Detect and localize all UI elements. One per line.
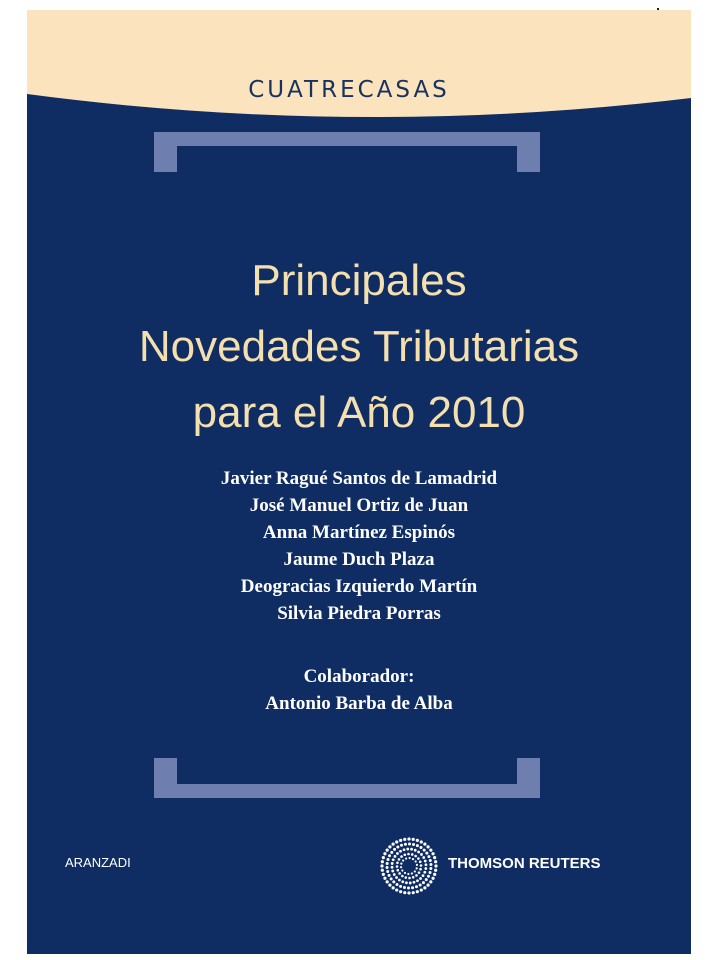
logo-dot [390, 851, 393, 854]
book-cover [27, 10, 691, 954]
logo-dot [419, 868, 422, 871]
logo-dot [415, 860, 417, 862]
logo-dot [415, 885, 418, 888]
logo-dot [383, 877, 386, 880]
author-name: Deogracias Izquierdo Martín [240, 576, 478, 597]
logo-dot [396, 883, 399, 886]
logo-dot [395, 888, 398, 891]
logo-dot [388, 874, 391, 877]
publisher-name: THOMSON REUTERS [448, 855, 601, 872]
logo-dot [400, 855, 403, 858]
logo-dot [404, 843, 407, 846]
logo-dot [427, 875, 430, 878]
logo-dot [434, 864, 437, 867]
logo-dot [412, 891, 415, 894]
logo-dot [400, 844, 403, 847]
logo-dot [423, 849, 426, 852]
book-title [27, 248, 691, 446]
logo-dot [388, 854, 391, 857]
logo-dot [434, 869, 437, 872]
logo-dot [399, 890, 402, 893]
author-name: Jaume Duch Plaza [283, 549, 435, 570]
logo-dot [410, 848, 413, 851]
logo-dot [400, 866, 402, 868]
logo-dot [424, 867, 427, 870]
logo-dot [391, 862, 394, 865]
logo-dot [416, 839, 419, 842]
logo-dot [386, 862, 389, 865]
logo-dot [402, 859, 404, 861]
logo-dot [399, 850, 402, 853]
logo-dot [429, 871, 432, 874]
logo-dot [382, 873, 385, 876]
thomson-reuters-dot-globe-icon [379, 836, 439, 896]
logo-dot [418, 871, 421, 874]
logo-dot [422, 874, 425, 877]
logo-dot [404, 872, 406, 874]
logo-dot [405, 857, 407, 859]
logo-dot [426, 883, 429, 886]
title-line-2: Novedades Tributarias [138, 322, 580, 371]
logo-dot [400, 863, 402, 865]
logo-dot [407, 891, 410, 894]
logo-dot [407, 873, 409, 875]
logo-dot [382, 856, 385, 859]
logo-dot [412, 843, 415, 846]
logo-dot [433, 873, 436, 876]
logo-dot [416, 890, 419, 893]
logo-dot [414, 870, 416, 872]
logo-dot [429, 880, 432, 883]
logo-dot [386, 880, 389, 883]
logo-dot [383, 852, 386, 855]
logo-dot [395, 840, 398, 843]
author-name: Javier Ragué Santos de Lamadrid [220, 468, 498, 489]
logo-dot [411, 872, 413, 874]
logo-dot [396, 869, 399, 872]
logo-dot [405, 881, 408, 884]
logo-dot [414, 849, 417, 852]
logo-dot [416, 879, 419, 882]
author-name: José Manuel Ortiz de Juan [249, 495, 469, 516]
logo-dot [431, 852, 434, 855]
title-line-3: para el Año 2010 [192, 388, 526, 437]
collaborator-block [27, 663, 691, 717]
logo-dot [391, 866, 394, 869]
title-line-1: Principales [251, 256, 467, 305]
logo-dot [393, 848, 396, 851]
publisher-brand: CUATRECASAS [248, 77, 450, 103]
logo-dot [419, 883, 422, 886]
logo-dot [398, 879, 401, 882]
logo-dot [420, 864, 423, 867]
logo-dot [408, 877, 411, 880]
logo-dot [403, 891, 406, 894]
logo-dot [386, 858, 389, 861]
logo-dot [407, 886, 410, 889]
logo-dot [416, 867, 418, 869]
logo-dot [388, 883, 391, 886]
logo-dot [392, 858, 395, 861]
logo-dot [412, 838, 415, 841]
logo-dot [414, 855, 417, 858]
logo-dot [424, 860, 427, 863]
logo-dot [391, 870, 394, 873]
logo-dot [411, 886, 414, 889]
logo-dot [422, 881, 425, 884]
logo-dot [407, 853, 410, 856]
imprint-label: ARANZADI [65, 855, 131, 870]
logo-dot [392, 843, 395, 846]
logo-dot [412, 876, 415, 879]
logo-dot [412, 858, 414, 860]
logo-dot [380, 864, 383, 867]
author-list [27, 465, 691, 627]
logo-dot [404, 853, 407, 856]
logo-dot [393, 873, 396, 876]
logo-dot [417, 857, 420, 860]
logo-dot [406, 848, 409, 851]
logo-dot [426, 845, 429, 848]
logo-dot [422, 856, 425, 859]
logo-dot [392, 880, 395, 883]
logo-dot [429, 863, 432, 866]
logo-dot [390, 877, 393, 880]
logo-dot [415, 874, 418, 877]
logo-dot [429, 859, 432, 862]
logo-dot [401, 880, 404, 883]
logo-dot [381, 860, 384, 863]
collaborator-name: Antonio Barba de Alba [265, 693, 453, 714]
logo-dot [404, 876, 407, 879]
author-name: Silvia Piedra Porras [277, 603, 441, 624]
logo-dot [403, 886, 406, 889]
logo-dot [386, 866, 389, 869]
logo-dot [416, 844, 419, 847]
collaborator-label: Colaborador: [303, 666, 415, 687]
logo-dot [420, 840, 423, 843]
logo-dot [403, 848, 406, 851]
logo-dot [425, 863, 428, 866]
logo-dot [433, 856, 436, 859]
logo-dot [386, 849, 389, 852]
logo-dot [401, 875, 404, 878]
logo-dot [395, 876, 398, 879]
logo-dot [399, 839, 402, 842]
logo-dot [396, 861, 399, 864]
top-bracket-ornament [154, 132, 540, 172]
logo-dot [399, 885, 402, 888]
logo-dot [427, 855, 430, 858]
logo-dot [381, 869, 384, 872]
logo-dot [425, 852, 428, 855]
logo-dot [413, 881, 416, 884]
logo-dot [423, 886, 426, 889]
logo-dot [401, 869, 403, 871]
logo-dot [420, 888, 423, 891]
logo-dot [419, 861, 422, 864]
logo-dot [386, 870, 389, 873]
logo-dot [411, 853, 414, 856]
logo-dot [398, 858, 401, 861]
logo-dot [417, 851, 420, 854]
logo-dot [408, 843, 411, 846]
logo-dot [425, 878, 428, 881]
logo-dot [434, 860, 437, 863]
logo-dot [429, 849, 432, 852]
logo-dot [419, 877, 422, 880]
logo-dot [431, 877, 434, 880]
logo-dot [392, 886, 395, 889]
logo-dot [403, 838, 406, 841]
cream-top-band [27, 10, 691, 130]
logo-dot [423, 843, 426, 846]
logo-dot [416, 864, 418, 866]
logo-dot [420, 853, 423, 856]
logo-dot [423, 871, 426, 874]
logo-dot [429, 867, 432, 870]
logo-dot [396, 846, 399, 849]
logo-dot [398, 872, 401, 875]
logo-dot [396, 852, 399, 855]
logo-dot [407, 837, 410, 840]
logo-dot [420, 846, 423, 849]
bottom-bracket-ornament [154, 758, 540, 798]
logo-dot [396, 865, 399, 868]
author-name: Anna Martínez Espinós [262, 522, 456, 543]
logo-dot [409, 857, 411, 859]
logo-dot [388, 845, 391, 848]
logo-dot [394, 855, 397, 858]
logo-dot [409, 882, 412, 885]
